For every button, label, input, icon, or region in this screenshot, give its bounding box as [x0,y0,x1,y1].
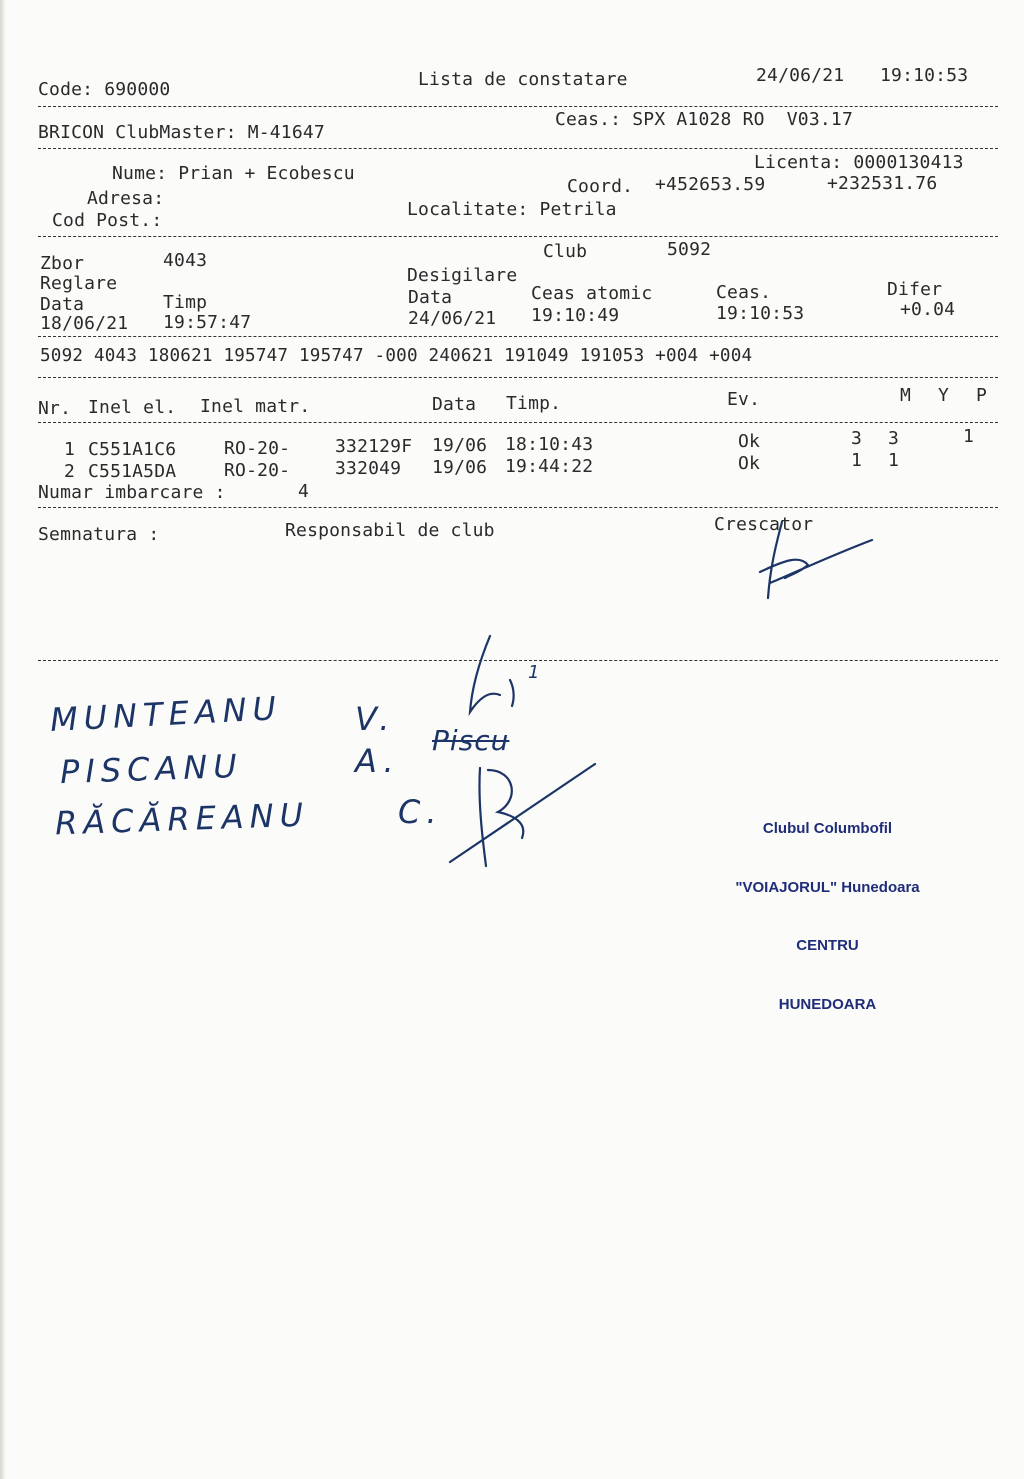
handwritten-name-2: PISCANU [59,746,244,792]
setting-time-value: 19:57:47 [163,312,252,333]
license-number: Licenta: 0000130413 [754,152,964,173]
flight-label: Zbor [40,253,85,274]
print-time: 19:10:53 [880,65,969,86]
document-title: Lista de constatare [418,69,628,90]
postal-code-label: Cod Post.: [52,210,163,231]
stamp-line-3: CENTRU [796,937,859,954]
unsealing-date-value: 24/06/21 [408,308,497,329]
club-label: Club [543,241,588,262]
setting-date-label: Data [40,294,85,315]
breeder-signature-stroke [760,522,872,598]
col-header-timp: Timp. [506,393,562,414]
row-2-y: 1 [888,450,900,471]
locality: Localitate: Petrila [407,199,617,220]
breeder-label: Crescator [714,514,814,535]
row-1-date: 19/06 [432,435,488,456]
signature-label: Semnatura : [38,524,160,545]
address-label: Adresa: [87,188,165,209]
club-number: 5092 [667,239,712,260]
stamp-line-2: "VOIAJORUL" Hunedoara [735,878,920,896]
handwritten-initial-1: V. [355,700,396,738]
clubmaster-id: BRICON ClubMaster: M-41647 [38,122,325,143]
row-2-m: 1 [851,450,863,471]
col-header-inel-el: Inel el. [88,397,177,418]
stamp-line-4: HUNEDOARA [778,995,877,1013]
atomic-clock-label: Ceas atomic [531,283,653,304]
col-header-y: Y [938,385,950,406]
row-1-y: 3 [888,428,900,449]
clock-id: Ceas.: SPX A1028 RO V03.17 [555,109,853,130]
signature-stroke-1 [470,636,514,712]
owner-name: Nume: Prian + Ecobescu [112,163,355,184]
encoded-summary-line: 5092 4043 180621 195747 195747 -000 240621 191049 191053 +004 +004 [40,346,753,366]
col-header-nr: Nr. [38,398,72,419]
col-header-p: P [976,385,988,406]
row-1-inel-matr-number: 332129F [335,436,413,457]
page-mark: 1 [528,662,540,683]
row-2-inel-matr-number: 332049 [335,458,402,479]
clock-label: Ceas. [716,282,772,303]
flight-number: 4043 [163,250,208,271]
unsealing-date-label: Data [408,287,453,308]
row-1-time: 18:10:43 [505,434,594,455]
row-2-time: 19:44:22 [505,456,594,477]
boarding-count-value: 4 [298,481,310,502]
row-2-ev: Ok [738,453,761,474]
handwritten-name-1: MUNTEANU [49,688,283,740]
signature-stroke-2 [450,764,595,866]
row-1-p: 1 [963,426,975,447]
row-1-m: 3 [851,428,863,449]
handwritten-name-3: RĂCĂREANU [54,795,310,843]
difference-value: +0.04 [900,299,956,320]
handwritten-initial-2: A. [355,742,400,780]
row-2-inel-matr-prefix: RO-20- [224,460,291,481]
row-2-date: 19/06 [432,457,488,478]
coord-latitude: +452653.59 [655,174,766,195]
print-date: 24/06/21 [756,65,845,86]
unsealing-label: Desigilare [407,265,518,286]
handwritten-initial-3: C. [398,793,443,831]
row-2-nr: 2 [64,461,76,482]
difference-label: Difer [887,279,943,300]
handwritten-signature-piscanu: Piscu [432,724,510,757]
club-responsible-label: Responsabil de club [285,520,495,541]
setting-time-label: Timp [163,292,208,313]
row-1-ev: Ok [738,431,761,452]
col-header-m: M [900,385,912,406]
row-1-inel-el: C551A1C6 [88,439,177,460]
boarding-count-label: Numar imbarcare : [38,482,226,503]
coord-label: Coord. [567,176,634,197]
row-1-inel-matr-prefix: RO-20- [224,438,291,459]
row-1-nr: 1 [64,439,76,460]
col-header-data: Data [432,394,477,415]
setting-date-value: 18/06/21 [40,313,129,334]
clock-value: 19:10:53 [716,303,805,324]
row-2-inel-el: C551A5DA [88,461,177,482]
col-header-ev: Ev. [727,389,761,410]
stamp-line-1: Clubul Columbofil [762,820,893,837]
col-header-inel-matr: Inel matr. [200,396,311,417]
atomic-clock-value: 19:10:49 [531,305,620,326]
code-label: Code: 690000 [38,79,171,100]
setting-label: Reglare [40,273,118,294]
club-stamp [715,780,940,1053]
coord-longitude: +232531.76 [827,173,938,194]
